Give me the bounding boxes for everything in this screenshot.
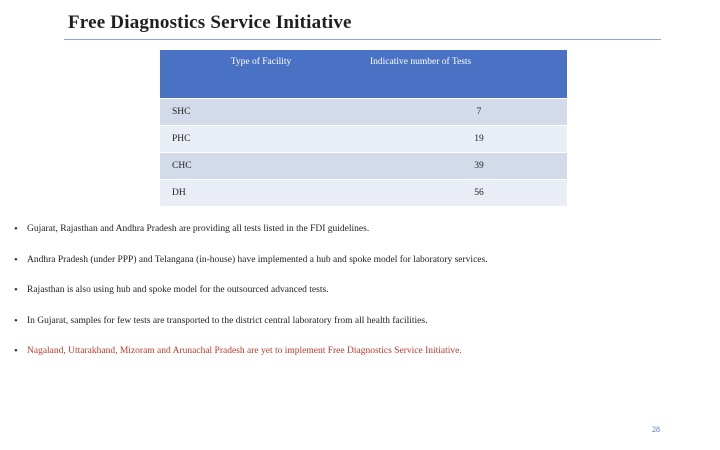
bullet-icon: • (14, 314, 18, 327)
bullet-icon: • (14, 284, 18, 296)
facility-cell: CHC (160, 153, 362, 180)
bullet-text: Nagaland, Uttarakhand, Mizoram and Arunachal Pradesh are yet to implement Free Diagnostics Service Initiative. (27, 346, 462, 356)
header-indicative-number-of-tests: Indicative number of Tests (362, 50, 567, 99)
title-divider (64, 39, 661, 40)
list-item (14, 253, 704, 284)
table-row (160, 180, 567, 207)
facility-cell: PHC (160, 126, 362, 153)
bullet-icon: • (14, 345, 18, 357)
header-type-of-facility: Type of Facility (160, 50, 362, 99)
bullet-text: Rajasthan is also using hub and spoke model for the outsourced advanced tests. (27, 285, 329, 295)
tests-cell: 39 (362, 153, 567, 180)
table-row (160, 153, 567, 180)
tests-cell: 19 (362, 126, 567, 153)
bullet-text: In Gujarat, samples for few tests are transported to the district central laboratory from all health facilities. (27, 315, 428, 326)
bullet-icon: • (14, 253, 18, 266)
list-item (14, 283, 704, 314)
table-header-row (160, 50, 567, 99)
facility-cell: SHC (160, 99, 362, 126)
bullet-icon: • (14, 223, 18, 235)
list-item (14, 314, 704, 345)
list-item-highlight (14, 344, 704, 375)
bullet-list (14, 222, 704, 375)
slide-title: Free Diagnostics Service Initiative (68, 12, 352, 33)
facility-cell: DH (160, 180, 362, 207)
page-number: 28 (652, 425, 660, 434)
facility-tests-table (160, 50, 567, 207)
tests-cell: 7 (362, 99, 567, 126)
bullet-text: Andhra Pradesh (under PPP) and Telangana (in-house) have implemented a hub and spoke model for laboratory services. (27, 254, 488, 265)
tests-cell: 56 (362, 180, 567, 207)
list-item (14, 222, 704, 253)
table-row (160, 99, 567, 126)
table-row (160, 126, 567, 153)
bullet-text: Gujarat, Rajasthan and Andhra Pradesh are providing all tests listed in the FDI guidelines. (27, 224, 370, 234)
